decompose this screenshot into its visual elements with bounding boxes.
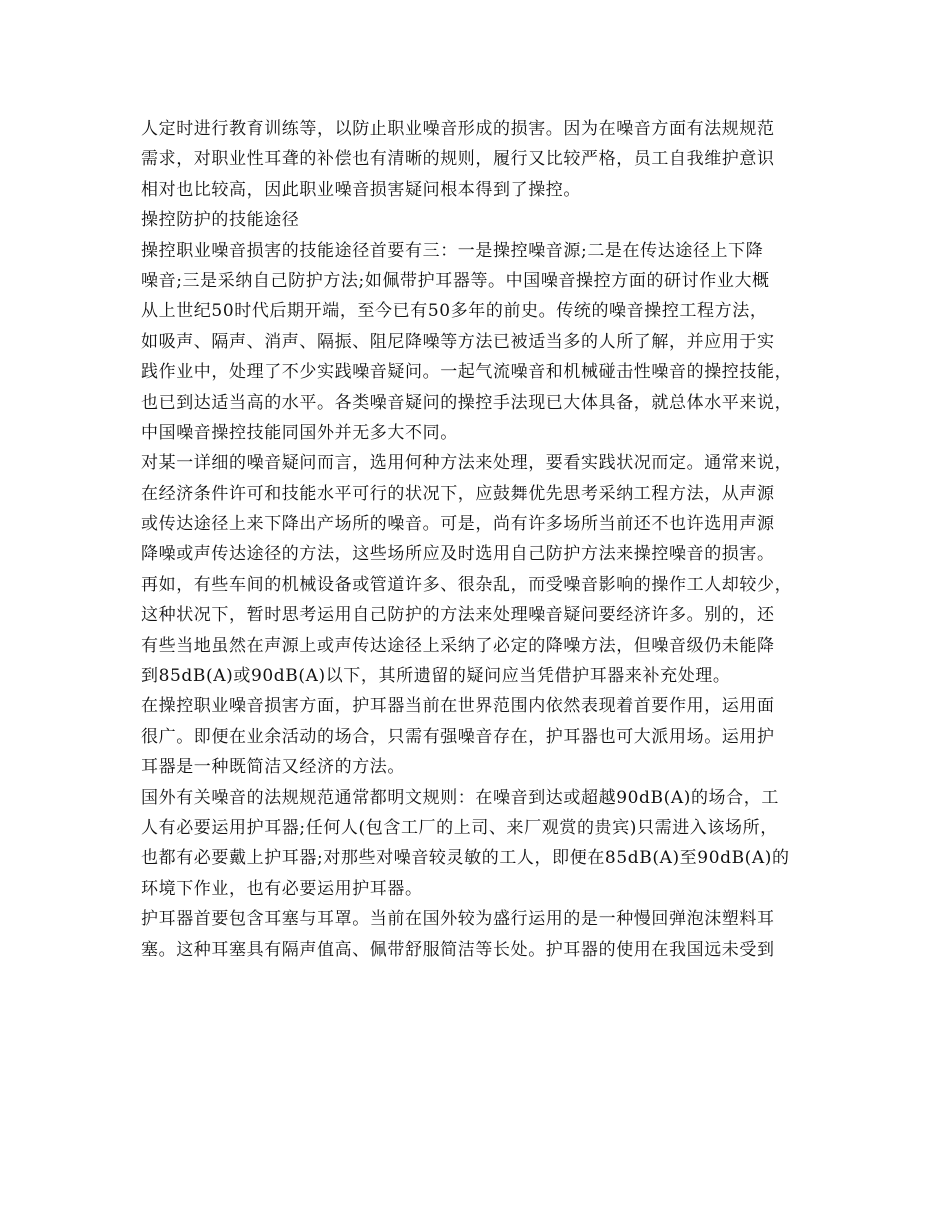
text-line-19: 到85dB(A)或90dB(A)以下，其所遗留的疑问应当凭借护耳器来补充处理。 — [141, 666, 731, 687]
text-line-10: 也已到达适当高的水平。各类噪音疑问的操控手法现已大体具备，就总体水平来说， — [141, 392, 793, 413]
text-line-11: 中国噪音操控技能同国外并无多大不同。 — [141, 422, 458, 443]
text-line-6: 噪音;三是采纳自己防护方法;如佩带护耳器等。中国噪音操控方面的研讨作业大概 — [141, 270, 770, 291]
text-line-28: 塞。这种耳塞具有隔声值高、佩带舒服简洁等长处。护耳器的使用在我国远未受到 — [141, 939, 775, 960]
text-line-9: 践作业中，处理了不少实践噪音疑问。一起气流噪音和机械碰击性噪音的操控技能， — [141, 362, 793, 383]
text-line-24: 人有必要运用护耳器;任何人(包含工厂的上司、来厂观赏的贵宾)只需进入该场所， — [141, 817, 778, 838]
section-heading: 操控防护的技能途径 — [141, 210, 300, 231]
text-line-21: 很广。即便在业余活动的场合，只需有强噪音存在，护耳器也可大派用场。运用护 — [141, 726, 775, 747]
text-line-18: 有些当地虽然在声源上或声传达途径上采纳了必定的降噪方法，但噪音级仍未能降 — [141, 635, 775, 656]
text-line-14: 或传达途径上来下降出产场所的噪音。可是，尚有许多场所当前还不也许选用声源 — [141, 514, 775, 535]
text-line-22: 耳器是一种既简洁又经济的方法。 — [141, 757, 405, 778]
text-line-2: 需求，对职业性耳聋的补偿也有清晰的规则，履行又比较严格，员工自我维护意识 — [141, 149, 775, 170]
text-line-5: 操控职业噪音损害的技能途径首要有三：一是操控噪音源;二是在传达途径上下降 — [141, 240, 764, 261]
text-line-3: 相对也比较高，因此职业噪音损害疑问根本得到了操控。 — [141, 179, 581, 200]
document-body — [141, 114, 841, 965]
text-line-7: 从上世纪50时代后期开端，至今已有50多年的前史。传统的噪音操控工程方法， — [141, 301, 768, 322]
text-line-25: 也都有必要戴上护耳器;对那些对噪音较灵敏的工人，即便在85dB(A)至90dB(A)的 — [141, 848, 790, 869]
text-line-1: 人定时进行教育训练等，以防止职业噪音形成的损害。因为在噪音方面有法规规范 — [141, 119, 775, 139]
text-line-27: 护耳器首要包含耳塞与耳罩。当前在国外较为盛行运用的是一种慢回弹泡沫塑料耳 — [141, 909, 775, 930]
text-line-16: 再如，有些车间的机械设备或管道许多、很杂乱，而受噪音影响的操作工人却较少， — [141, 574, 793, 595]
text-line-23: 国外有关噪音的法规规范通常都明文规则：在噪音到达或超越90dB(A)的场合，工 — [141, 787, 779, 808]
text-line-13: 在经济条件许可和技能水平可行的状况下，应鼓舞优先思考采纳工程方法，从声源 — [141, 483, 775, 504]
text-line-26: 环境下作业，也有必要运用护耳器。 — [141, 878, 423, 899]
text-line-17: 这种状况下，暂时思考运用自己防护的方法来处理噪音疑问要经济许多。别的，还 — [141, 605, 775, 626]
text-line-12: 对某一详细的噪音疑问而言，选用何种方法来处理，要看实践状况而定。通常来说， — [141, 453, 793, 474]
text-line-8: 如吸声、隔声、消声、隔振、阻尼降噪等方法已被适当多的人所了解，并应用于实 — [141, 331, 775, 352]
text-line-20: 在操控职业噪音损害方面，护耳器当前在世界范围内依然表现着首要作用，运用面 — [141, 696, 775, 717]
text-line-15: 降噪或声传达途径的方法，这些场所应及时选用自己防护方法来操控噪音的损害。 — [141, 544, 775, 565]
